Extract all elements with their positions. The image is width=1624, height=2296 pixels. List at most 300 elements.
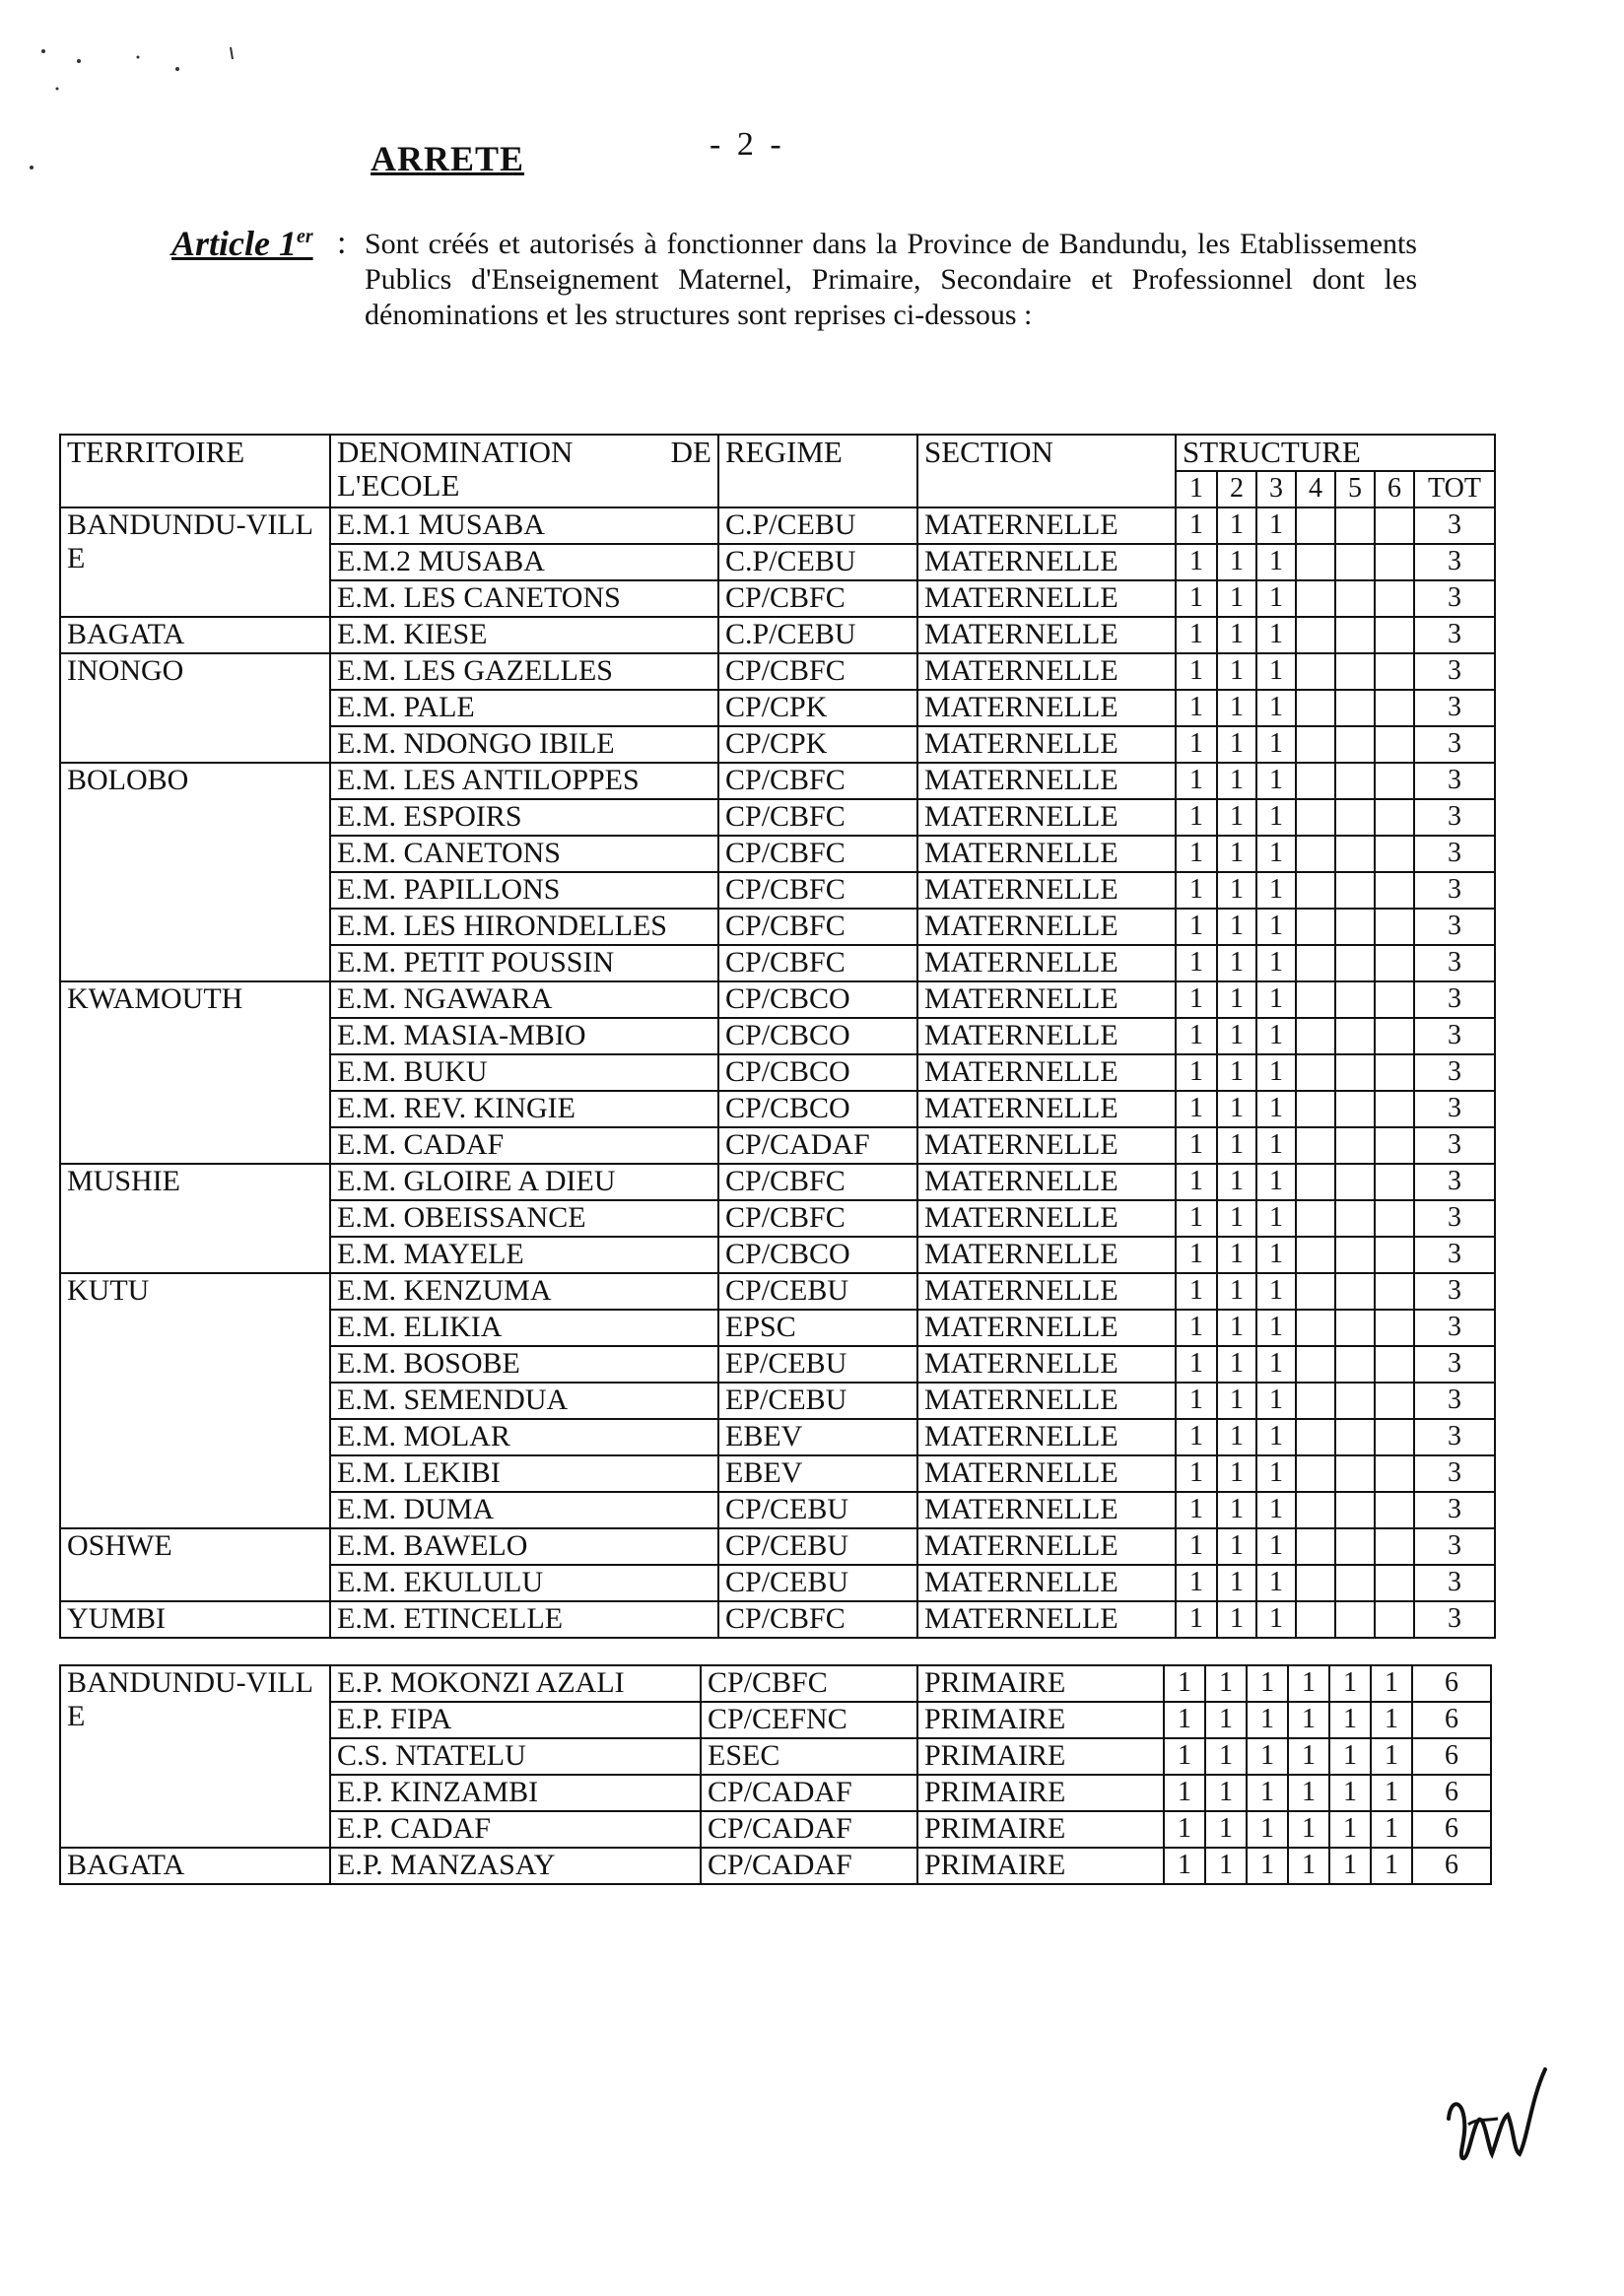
cell-section: MATERNELLE — [917, 872, 1176, 909]
cell-structure-value: 1 — [1205, 1702, 1247, 1738]
cell-regime: CP/CEBU — [718, 1273, 917, 1310]
cell-denomination: E.M. CADAF — [330, 1127, 718, 1164]
cell-structure-value: 1 — [1247, 1738, 1288, 1775]
structure-col-header: 5 — [1335, 471, 1375, 507]
cell-denomination: E.M. MASIA-MBIO — [330, 1018, 718, 1054]
cell-structure-value: 1 — [1247, 1811, 1288, 1848]
cell-structure-value — [1296, 981, 1335, 1018]
cell-denomination: E.M. EKULULU — [330, 1565, 718, 1601]
structure-col-header: 4 — [1296, 471, 1335, 507]
scan-specks — [20, 30, 256, 187]
cell-section: MATERNELLE — [917, 507, 1176, 544]
cell-structure-total: 3 — [1414, 945, 1495, 981]
cell-structure-value — [1375, 1528, 1414, 1565]
cell-regime: CP/CBCO — [718, 1091, 917, 1127]
cell-structure-value: 1 — [1176, 580, 1217, 617]
cell-structure-value — [1375, 1054, 1414, 1091]
cell-structure-value: 1 — [1217, 799, 1256, 836]
cell-structure-value: 1 — [1176, 726, 1217, 763]
cell-structure-value: 1 — [1176, 1455, 1217, 1492]
cell-structure-value — [1335, 690, 1375, 726]
cell-structure-value — [1335, 1455, 1375, 1492]
cell-structure-value: 1 — [1217, 1455, 1256, 1492]
cell-structure-value — [1335, 653, 1375, 690]
cell-structure-value: 1 — [1217, 1383, 1256, 1419]
cell-structure-value: 1 — [1371, 1665, 1412, 1702]
cell-structure-value: 1 — [1164, 1665, 1205, 1702]
cell-territoire: KWAMOUTH — [60, 981, 330, 1164]
cell-structure-total: 3 — [1414, 1601, 1495, 1638]
cell-section: MATERNELLE — [917, 1601, 1176, 1638]
cell-structure-value: 1 — [1176, 544, 1217, 580]
cell-denomination: E.M. DUMA — [330, 1492, 718, 1528]
cell-structure-value — [1335, 726, 1375, 763]
cell-structure-value — [1335, 799, 1375, 836]
cell-structure-value: 1 — [1176, 1200, 1217, 1237]
cell-regime: CP/CBFC — [718, 799, 917, 836]
cell-structure-value — [1335, 981, 1375, 1018]
cell-territoire: BANDUNDU-VILLE — [60, 507, 330, 617]
cell-structure-total: 3 — [1414, 909, 1495, 945]
cell-structure-total: 3 — [1414, 1018, 1495, 1054]
cell-structure-value — [1296, 653, 1335, 690]
signature — [1429, 2060, 1577, 2178]
cell-denomination: E.M. KENZUMA — [330, 1273, 718, 1310]
header-structure: STRUCTURE — [1176, 435, 1495, 471]
table-row — [60, 1528, 1495, 1565]
cell-structure-value — [1335, 1273, 1375, 1310]
cell-regime: CP/CEBU — [718, 1565, 917, 1601]
cell-structure-value: 1 — [1176, 1091, 1217, 1127]
table-row — [60, 763, 1495, 799]
cell-structure-value: 1 — [1288, 1848, 1329, 1884]
cell-structure-value: 1 — [1256, 799, 1296, 836]
cell-denomination: E.M. ESPOIRS — [330, 799, 718, 836]
cell-structure-total: 3 — [1414, 1054, 1495, 1091]
cell-section: MATERNELLE — [917, 1091, 1176, 1127]
cell-territoire: BANDUNDU-VILLE — [60, 1665, 330, 1848]
cell-structure-total: 3 — [1414, 1310, 1495, 1346]
cell-denomination: E.M. NDONGO IBILE — [330, 726, 718, 763]
cell-structure-value — [1335, 1054, 1375, 1091]
cell-structure-total: 3 — [1414, 653, 1495, 690]
cell-structure-total: 3 — [1414, 1383, 1495, 1419]
cell-section: MATERNELLE — [917, 580, 1176, 617]
cell-structure-value — [1375, 1455, 1414, 1492]
cell-structure-value — [1375, 1200, 1414, 1237]
cell-structure-value: 1 — [1217, 544, 1256, 580]
cell-section: MATERNELLE — [917, 909, 1176, 945]
cell-structure-value: 1 — [1256, 1237, 1296, 1273]
cell-regime: CP/CPK — [718, 726, 917, 763]
cell-regime: C.P/CEBU — [718, 617, 917, 653]
cell-structure-value: 1 — [1256, 690, 1296, 726]
cell-structure-value: 1 — [1256, 1054, 1296, 1091]
cell-structure-value: 1 — [1176, 1018, 1217, 1054]
cell-structure-value: 1 — [1176, 872, 1217, 909]
cell-denomination: E.M.2 MUSABA — [330, 544, 718, 580]
cell-structure-value — [1335, 1383, 1375, 1419]
table-row — [60, 1848, 1491, 1884]
cell-structure-value: 1 — [1217, 726, 1256, 763]
cell-denomination: E.P. FIPA — [330, 1702, 701, 1738]
cell-denomination: E.P. MANZASAY — [330, 1848, 701, 1884]
cell-regime: CP/CEFNC — [701, 1702, 917, 1738]
cell-structure-value — [1335, 1346, 1375, 1383]
cell-structure-value — [1296, 1273, 1335, 1310]
cell-structure-total: 3 — [1414, 1127, 1495, 1164]
cell-regime: CP/CBCO — [718, 1018, 917, 1054]
cell-section: MATERNELLE — [917, 726, 1176, 763]
cell-denomination: E.M. LES CANETONS — [330, 580, 718, 617]
cell-denomination: E.M. ETINCELLE — [330, 1601, 718, 1638]
cell-structure-value — [1335, 1018, 1375, 1054]
article-label-superscript: er — [296, 226, 313, 247]
cell-structure-value: 1 — [1256, 909, 1296, 945]
cell-structure-value — [1335, 1528, 1375, 1565]
cell-section: MATERNELLE — [917, 1455, 1176, 1492]
cell-regime: CP/CEBU — [718, 1492, 917, 1528]
cell-regime: CP/CPK — [718, 690, 917, 726]
cell-structure-value: 1 — [1217, 1492, 1256, 1528]
cell-regime: CP/CBFC — [718, 1200, 917, 1237]
cell-denomination: E.M. LES ANTILOPPES — [330, 763, 718, 799]
cell-denomination: E.M. SEMENDUA — [330, 1383, 718, 1419]
cell-structure-value: 1 — [1217, 1565, 1256, 1601]
cell-structure-value: 1 — [1217, 1601, 1256, 1638]
cell-structure-value: 1 — [1256, 1346, 1296, 1383]
cell-structure-value: 1 — [1217, 690, 1256, 726]
cell-structure-value — [1375, 945, 1414, 981]
cell-structure-value: 1 — [1176, 836, 1217, 872]
cell-structure-value: 1 — [1176, 1310, 1217, 1346]
cell-structure-total: 3 — [1414, 1565, 1495, 1601]
cell-structure-value — [1335, 872, 1375, 909]
cell-structure-total: 6 — [1412, 1665, 1491, 1702]
header-denomination: DENOMINATION DE L'ECOLE — [330, 435, 718, 507]
cell-section: MATERNELLE — [917, 1200, 1176, 1237]
cell-structure-total: 3 — [1414, 1273, 1495, 1310]
cell-structure-value — [1296, 799, 1335, 836]
cell-structure-value: 1 — [1247, 1665, 1288, 1702]
cell-structure-value — [1375, 653, 1414, 690]
cell-structure-value: 1 — [1176, 653, 1217, 690]
cell-structure-value — [1296, 1164, 1335, 1200]
cell-structure-value: 1 — [1256, 726, 1296, 763]
cell-section: PRIMAIRE — [917, 1848, 1164, 1884]
cell-territoire: MUSHIE — [60, 1164, 330, 1273]
cell-regime: CP/CADAF — [718, 1127, 917, 1164]
cell-structure-value: 1 — [1329, 1848, 1371, 1884]
cell-structure-value — [1375, 981, 1414, 1018]
article-colon: : — [337, 225, 347, 261]
table-row — [60, 653, 1495, 690]
cell-structure-value — [1375, 617, 1414, 653]
cell-structure-value — [1335, 1601, 1375, 1638]
cell-structure-value: 1 — [1164, 1811, 1205, 1848]
cell-section: MATERNELLE — [917, 799, 1176, 836]
cell-section: MATERNELLE — [917, 945, 1176, 981]
cell-structure-value: 1 — [1288, 1811, 1329, 1848]
cell-structure-value: 1 — [1256, 945, 1296, 981]
cell-structure-value: 1 — [1164, 1738, 1205, 1775]
cell-section: MATERNELLE — [917, 1419, 1176, 1455]
cell-denomination: E.M. NGAWARA — [330, 981, 718, 1018]
table-row — [60, 507, 1495, 544]
cell-structure-value: 1 — [1217, 1528, 1256, 1565]
table-row — [60, 1164, 1495, 1200]
cell-structure-total: 3 — [1414, 1200, 1495, 1237]
cell-structure-value: 1 — [1176, 1237, 1217, 1273]
cell-section: MATERNELLE — [917, 836, 1176, 872]
cell-structure-value: 1 — [1256, 1018, 1296, 1054]
cell-regime: CP/CADAF — [701, 1848, 917, 1884]
cell-structure-value — [1375, 726, 1414, 763]
cell-structure-value — [1296, 726, 1335, 763]
cell-structure-value — [1335, 507, 1375, 544]
cell-territoire: OSHWE — [60, 1528, 330, 1601]
cell-structure-value — [1296, 1310, 1335, 1346]
cell-regime: CP/CBCO — [718, 981, 917, 1018]
cell-structure-value: 1 — [1256, 580, 1296, 617]
page-number: - 2 - — [710, 126, 785, 163]
cell-structure-value — [1375, 690, 1414, 726]
document-title: ARRETE — [371, 139, 525, 178]
cell-structure-total: 3 — [1414, 799, 1495, 836]
cell-structure-value — [1296, 763, 1335, 799]
cell-structure-value — [1296, 1346, 1335, 1383]
cell-structure-total: 6 — [1412, 1848, 1491, 1884]
cell-denomination: E.M. KIESE — [330, 617, 718, 653]
cell-structure-total: 3 — [1414, 617, 1495, 653]
cell-structure-value: 1 — [1176, 1492, 1217, 1528]
table-row — [60, 981, 1495, 1018]
cell-structure-total: 3 — [1414, 1164, 1495, 1200]
cell-structure-value — [1335, 1200, 1375, 1237]
cell-structure-value: 1 — [1217, 1054, 1256, 1091]
cell-regime: EBEV — [718, 1455, 917, 1492]
structure-col-header: 1 — [1176, 471, 1217, 507]
cell-regime: CP/CBCO — [718, 1054, 917, 1091]
cell-structure-value: 1 — [1217, 1237, 1256, 1273]
cell-structure-value: 1 — [1217, 1127, 1256, 1164]
cell-structure-value: 1 — [1176, 799, 1217, 836]
cell-regime: CP/CBFC — [718, 872, 917, 909]
cell-structure-value — [1335, 544, 1375, 580]
cell-structure-value: 1 — [1217, 872, 1256, 909]
cell-structure-value: 1 — [1256, 1383, 1296, 1419]
article-text: Sont créés et autorisés à fonctionner dans la Province de Bandundu, les Etablissements Publics d'Enseignement Maternel, Primaire, Secondaire et Professionnel dont les dénominations et les structures sont reprises ci-dessous : — [365, 228, 1417, 331]
cell-structure-value — [1335, 1419, 1375, 1455]
cell-territoire: BAGATA — [60, 1848, 330, 1884]
cell-structure-value: 1 — [1217, 1164, 1256, 1200]
cell-structure-value: 1 — [1288, 1702, 1329, 1738]
cell-structure-value: 1 — [1256, 1164, 1296, 1200]
cell-structure-value: 1 — [1217, 981, 1256, 1018]
cell-structure-value — [1296, 1237, 1335, 1273]
cell-structure-value: 1 — [1164, 1702, 1205, 1738]
cell-structure-value: 1 — [1256, 1200, 1296, 1237]
cell-denomination: E.M. MOLAR — [330, 1419, 718, 1455]
cell-structure-value: 1 — [1176, 981, 1217, 1018]
cell-structure-value: 1 — [1256, 617, 1296, 653]
cell-structure-value: 1 — [1256, 1565, 1296, 1601]
cell-structure-value: 1 — [1256, 507, 1296, 544]
cell-structure-value: 1 — [1256, 544, 1296, 580]
cell-section: PRIMAIRE — [917, 1738, 1164, 1775]
cell-structure-value: 1 — [1217, 580, 1256, 617]
cell-structure-value: 1 — [1217, 836, 1256, 872]
cell-structure-total: 6 — [1412, 1738, 1491, 1775]
cell-denomination: E.M. ELIKIA — [330, 1310, 718, 1346]
cell-denomination: C.S. NTATELU — [330, 1738, 701, 1775]
cell-structure-value — [1375, 909, 1414, 945]
cell-section: MATERNELLE — [917, 981, 1176, 1018]
cell-regime: CP/CBFC — [718, 1601, 917, 1638]
cell-structure-value — [1375, 763, 1414, 799]
cell-structure-total: 6 — [1412, 1775, 1491, 1811]
cell-structure-value: 1 — [1371, 1811, 1412, 1848]
cell-regime: C.P/CEBU — [718, 544, 917, 580]
cell-structure-value: 1 — [1256, 872, 1296, 909]
cell-regime: CP/CADAF — [701, 1775, 917, 1811]
cell-structure-value — [1375, 799, 1414, 836]
cell-structure-value: 1 — [1329, 1775, 1371, 1811]
cell-structure-value — [1296, 909, 1335, 945]
cell-territoire: YUMBI — [60, 1601, 330, 1638]
cell-structure-value: 1 — [1176, 1273, 1217, 1310]
cell-structure-value — [1296, 1601, 1335, 1638]
cell-structure-value: 1 — [1217, 507, 1256, 544]
cell-structure-value: 1 — [1256, 1528, 1296, 1565]
cell-structure-value — [1335, 1127, 1375, 1164]
cell-regime: CP/CBFC — [701, 1665, 917, 1702]
cell-structure-value — [1375, 872, 1414, 909]
cell-regime: EPSC — [718, 1310, 917, 1346]
cell-structure-value — [1296, 1419, 1335, 1455]
cell-structure-value: 1 — [1176, 1419, 1217, 1455]
cell-structure-value: 1 — [1256, 1601, 1296, 1638]
cell-structure-value — [1335, 1492, 1375, 1528]
cell-structure-value: 1 — [1256, 1273, 1296, 1310]
cell-section: MATERNELLE — [917, 544, 1176, 580]
cell-structure-value: 1 — [1176, 763, 1217, 799]
cell-regime: ESEC — [701, 1738, 917, 1775]
cell-structure-value: 1 — [1176, 617, 1217, 653]
cell-section: MATERNELLE — [917, 1273, 1176, 1310]
cell-structure-value — [1296, 1565, 1335, 1601]
cell-structure-value — [1335, 1237, 1375, 1273]
cell-structure-value — [1335, 580, 1375, 617]
cell-structure-value: 1 — [1164, 1775, 1205, 1811]
cell-regime: CP/CBFC — [718, 763, 917, 799]
cell-structure-value: 1 — [1217, 1018, 1256, 1054]
cell-structure-value: 1 — [1256, 1492, 1296, 1528]
cell-structure-value — [1375, 1018, 1414, 1054]
cell-structure-value — [1335, 945, 1375, 981]
cell-regime: C.P/CEBU — [718, 507, 917, 544]
cell-structure-total: 3 — [1414, 507, 1495, 544]
cell-structure-value — [1296, 617, 1335, 653]
cell-structure-value: 1 — [1217, 763, 1256, 799]
cell-structure-total: 3 — [1414, 1492, 1495, 1528]
cell-structure-value — [1375, 1346, 1414, 1383]
tables — [59, 434, 1496, 1885]
cell-denomination: E.M. PETIT POUSSIN — [330, 945, 718, 981]
cell-structure-value — [1375, 1492, 1414, 1528]
cell-structure-value: 1 — [1205, 1738, 1247, 1775]
article-label — [171, 223, 313, 264]
cell-structure-value: 1 — [1288, 1775, 1329, 1811]
cell-structure-value: 1 — [1371, 1702, 1412, 1738]
cell-structure-total: 3 — [1414, 690, 1495, 726]
cell-territoire: KUTU — [60, 1273, 330, 1528]
cell-structure-value — [1296, 544, 1335, 580]
cell-denomination: E.M. GLOIRE A DIEU — [330, 1164, 718, 1200]
cell-structure-value: 1 — [1176, 1127, 1217, 1164]
cell-regime: CP/CBFC — [718, 836, 917, 872]
cell-denomination: E.P. CADAF — [330, 1811, 701, 1848]
cell-section: MATERNELLE — [917, 1237, 1176, 1273]
cell-regime: CP/CBFC — [718, 909, 917, 945]
cell-structure-value: 1 — [1176, 1601, 1217, 1638]
cell-structure-value: 1 — [1256, 1455, 1296, 1492]
cell-denomination: E.M. PAPILLONS — [330, 872, 718, 909]
cell-structure-value: 1 — [1256, 981, 1296, 1018]
cell-structure-total: 3 — [1414, 1091, 1495, 1127]
cell-structure-value: 1 — [1176, 1383, 1217, 1419]
cell-section: MATERNELLE — [917, 1054, 1176, 1091]
cell-structure-total: 3 — [1414, 1237, 1495, 1273]
cell-structure-total: 3 — [1414, 836, 1495, 872]
cell-denomination: E.M. BUKU — [330, 1054, 718, 1091]
cell-structure-value: 1 — [1176, 1164, 1217, 1200]
cell-territoire: BAGATA — [60, 617, 330, 653]
cell-denomination: E.M.1 MUSABA — [330, 507, 718, 544]
cell-structure-value — [1296, 1455, 1335, 1492]
cell-structure-value — [1335, 836, 1375, 872]
cell-structure-value: 1 — [1205, 1848, 1247, 1884]
cell-structure-value — [1296, 580, 1335, 617]
cell-section: MATERNELLE — [917, 617, 1176, 653]
cell-structure-value: 1 — [1164, 1848, 1205, 1884]
cell-structure-total: 6 — [1412, 1702, 1491, 1738]
cell-structure-value — [1375, 1419, 1414, 1455]
cell-structure-total: 3 — [1414, 763, 1495, 799]
cell-structure-value — [1335, 1565, 1375, 1601]
cell-structure-value: 1 — [1176, 1054, 1217, 1091]
cell-section: MATERNELLE — [917, 1164, 1176, 1200]
cell-structure-value: 1 — [1176, 1565, 1217, 1601]
cell-regime: CP/CBFC — [718, 580, 917, 617]
cell-structure-value: 1 — [1217, 1273, 1256, 1310]
cell-structure-value: 1 — [1371, 1738, 1412, 1775]
table-primaire — [59, 1664, 1492, 1885]
table-row — [60, 1665, 1491, 1702]
cell-structure-value: 1 — [1256, 1310, 1296, 1346]
cell-structure-value: 1 — [1176, 507, 1217, 544]
cell-structure-total: 3 — [1414, 726, 1495, 763]
cell-section: MATERNELLE — [917, 1383, 1176, 1419]
cell-structure-value: 1 — [1329, 1665, 1371, 1702]
table-row — [60, 1273, 1495, 1310]
cell-structure-value — [1296, 1200, 1335, 1237]
cell-structure-value — [1296, 1127, 1335, 1164]
cell-section: MATERNELLE — [917, 653, 1176, 690]
header-territoire: TERRITOIRE — [60, 435, 330, 507]
cell-structure-value — [1375, 1127, 1414, 1164]
cell-structure-value: 1 — [1247, 1702, 1288, 1738]
